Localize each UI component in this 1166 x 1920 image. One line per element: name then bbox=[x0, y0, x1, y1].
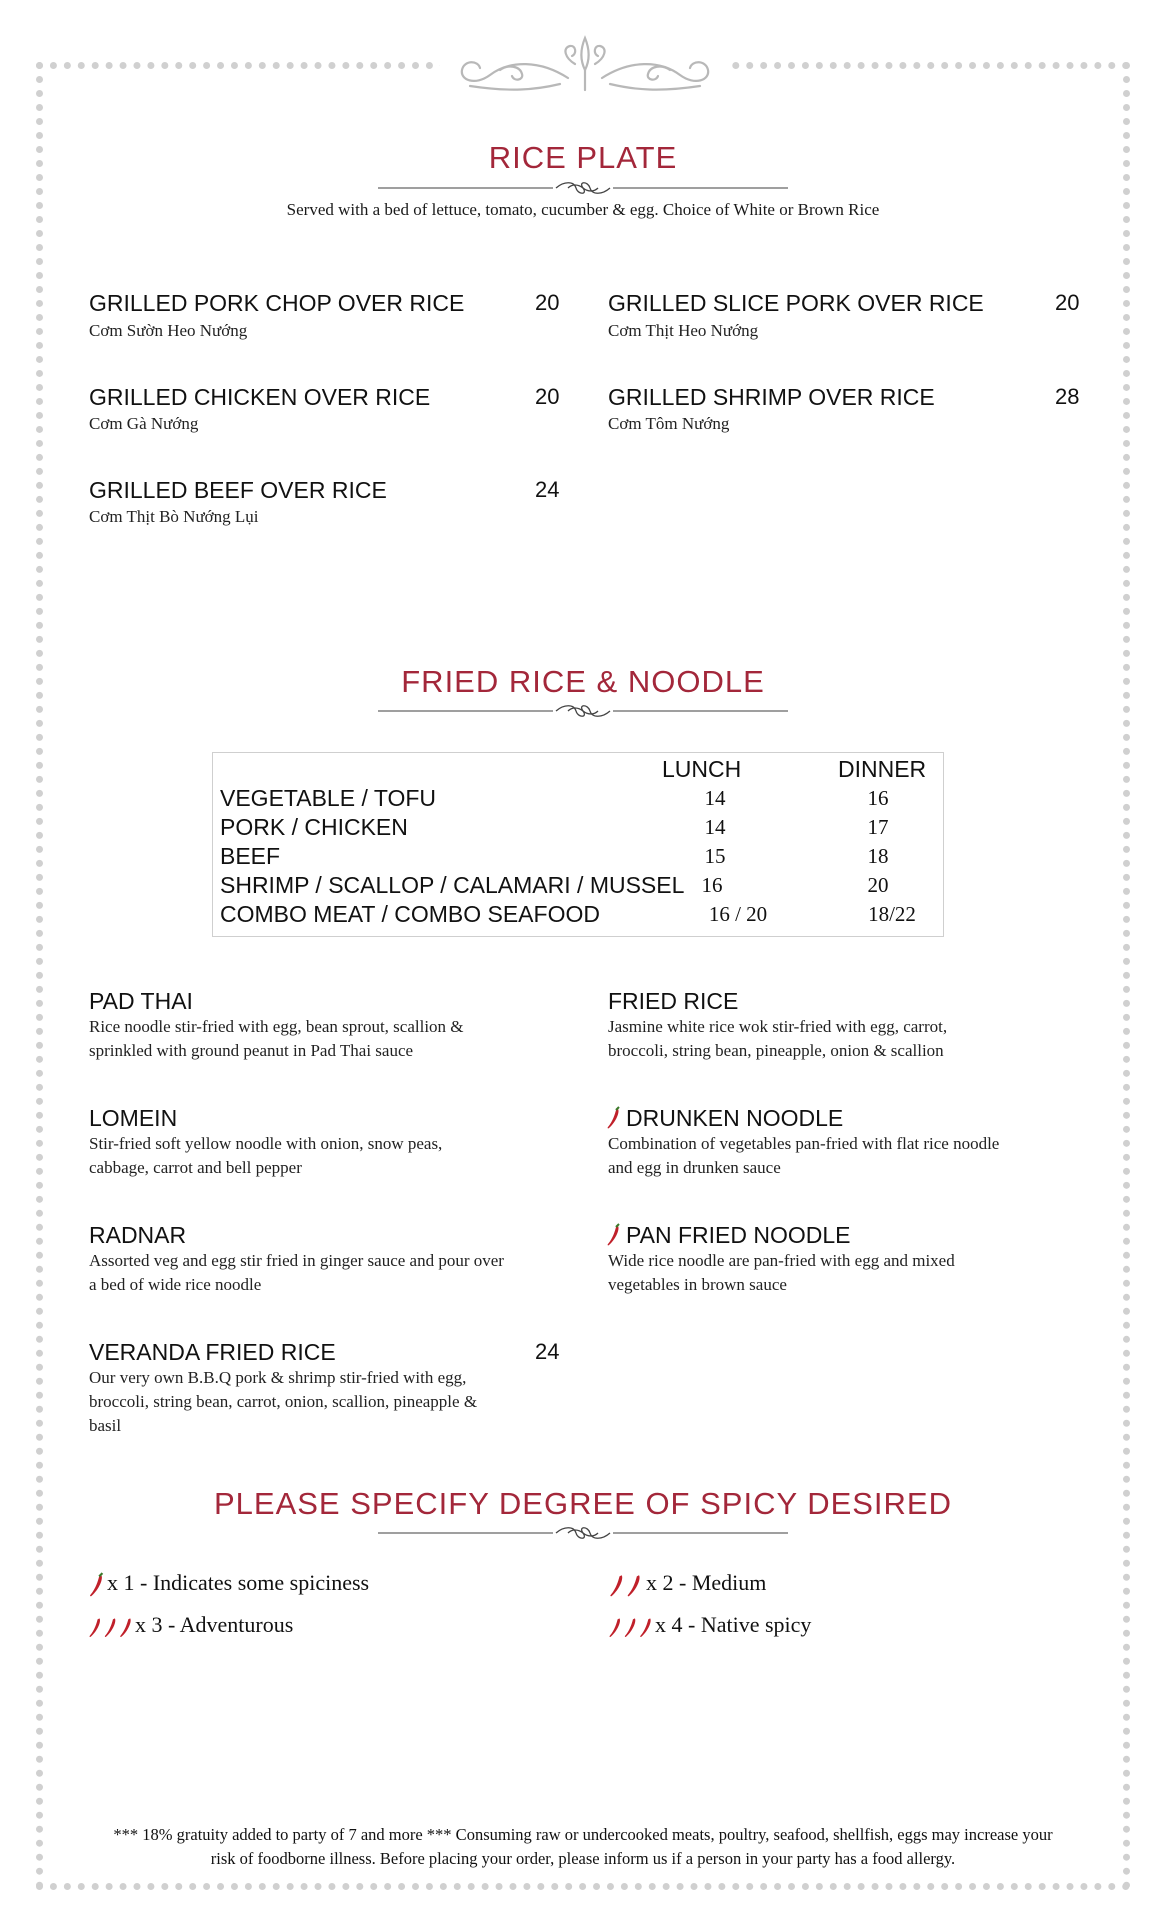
menu-item-name: RADNAR bbox=[89, 1222, 187, 1248]
menu-item-price: 28 bbox=[1055, 384, 1080, 409]
chili-pepper-icon bbox=[88, 1572, 106, 1598]
menu-item-price: 24 bbox=[535, 477, 560, 502]
menu-item-name: PAD THAI bbox=[89, 988, 193, 1014]
price-table-dinner: 18/22 bbox=[868, 902, 916, 926]
menu-item-vietnamese: Cơm Tôm Nướng bbox=[608, 414, 730, 433]
spicy-title: PLEASE SPECIFY DEGREE OF SPICY DESIRED bbox=[213, 1486, 952, 1521]
price-table-lunch: 14 bbox=[704, 815, 726, 839]
menu-item-name: GRILLED SLICE PORK OVER RICE bbox=[608, 290, 984, 316]
menu-item-vietnamese: Cơm Thịt Heo Nướng bbox=[608, 321, 759, 340]
menu-item-vietnamese: Cơm Sườn Heo Nướng bbox=[89, 321, 248, 340]
menu-item-name: LOMEIN bbox=[89, 1105, 178, 1131]
menu-item-description: Rice noodle stir-fried with egg, bean sprout, scallion & sprinkled with ground peanut in Pad Thai sauce bbox=[89, 1017, 464, 1060]
scroll-ornament-icon bbox=[440, 30, 730, 100]
scroll-divider-icon bbox=[378, 181, 788, 195]
price-table-lunch: 16 / 20 bbox=[708, 902, 768, 926]
price-table-header-lunch: LUNCH bbox=[662, 756, 742, 782]
price-table-header-dinner: DINNER bbox=[838, 756, 927, 782]
chili-pepper-icon bbox=[606, 1106, 622, 1130]
scroll-divider-icon bbox=[378, 704, 788, 718]
menu-item-description: Our very own B.B.Q pork & shrimp stir-fried with egg, broccoli, string bean, carrot, onion, scallion, pineapple & basil bbox=[89, 1368, 478, 1435]
price-table-lunch: 14 bbox=[704, 786, 726, 810]
price-table-row-label: COMBO MEAT / COMBO SEAFOOD bbox=[220, 901, 600, 927]
price-table-row-label: BEEF bbox=[220, 843, 281, 869]
menu-item-name: FRIED RICE bbox=[608, 988, 739, 1014]
price-table-lunch: 16 bbox=[701, 873, 723, 897]
price-table-dinner: 18 bbox=[867, 844, 889, 868]
menu-item-description: Assorted veg and egg stir fried in ginger sauce and pour over a bed of wide rice noodle bbox=[89, 1251, 504, 1294]
allergy-footer-note: *** 18% gratuity added to party of 7 and more *** Consuming raw or undercooked meats, poultry, seafood, shellfish, eggs may increase your risk of foodborne illness. Before placing your order, please inform us if a person in your party has a food allergy. bbox=[113, 1825, 1053, 1868]
menu-item-description: Stir-fried soft yellow noodle with onion, snow peas, cabbage, carrot and bell pepper bbox=[89, 1134, 443, 1177]
menu-item-name: GRILLED BEEF OVER RICE bbox=[89, 477, 387, 503]
menu-item-name: GRILLED CHICKEN OVER RICE bbox=[89, 384, 431, 410]
spicy-level-4-label: x 4 - Native spicy bbox=[655, 1612, 812, 1637]
price-table-row-label: PORK / CHICKEN bbox=[220, 814, 408, 840]
chili-pepper-icon bbox=[88, 1614, 134, 1640]
fried-rice-noodle-title: FRIED RICE & NOODLE bbox=[401, 664, 765, 699]
rice-plate-subtitle: Served with a bed of lettuce, tomato, cucumber & egg. Choice of White or Brown Rice bbox=[286, 200, 880, 219]
chili-pepper-icon bbox=[608, 1572, 644, 1598]
menu-item-name: PAN FRIED NOODLE bbox=[626, 1222, 851, 1248]
price-table-dinner: 16 bbox=[867, 786, 889, 810]
menu-item-name: GRILLED PORK CHOP OVER RICE bbox=[89, 290, 465, 316]
menu-item-name: VERANDA FRIED RICE bbox=[89, 1339, 336, 1365]
price-table-dinner: 20 bbox=[867, 873, 889, 897]
menu-item-price: 20 bbox=[1055, 290, 1080, 315]
chili-pepper-icon bbox=[606, 1223, 622, 1247]
price-table-row-label: VEGETABLE / TOFU bbox=[220, 785, 437, 811]
price-table-lunch: 15 bbox=[704, 844, 726, 868]
menu-item-vietnamese: Cơm Gà Nướng bbox=[89, 414, 199, 433]
menu-item-description: Wide rice noodle are pan-fried with egg and mixed vegetables in brown sauce bbox=[608, 1251, 955, 1294]
menu-item-name: GRILLED SHRIMP OVER RICE bbox=[608, 384, 935, 410]
spicy-level-3-label: x 3 - Adventurous bbox=[135, 1612, 294, 1637]
spicy-level-2-label: x 2 - Medium bbox=[646, 1570, 767, 1595]
menu-item-description: Jasmine white rice wok stir-fried with egg, carrot, broccoli, string bean, pineapple, onion & scallion bbox=[608, 1017, 948, 1060]
menu-item-vietnamese: Cơm Thịt Bò Nướng Lụi bbox=[89, 507, 259, 526]
rice-plate-title: RICE PLATE bbox=[488, 140, 678, 175]
menu-item-price: 24 bbox=[535, 1339, 560, 1364]
chili-pepper-icon bbox=[608, 1614, 654, 1640]
menu-item-price: 20 bbox=[535, 290, 560, 315]
menu-item-price: 20 bbox=[535, 384, 560, 409]
price-table-dinner: 17 bbox=[867, 815, 889, 839]
menu-item-name: DRUNKEN NOODLE bbox=[626, 1105, 844, 1131]
spicy-level-1-label: x 1 - Indicates some spiciness bbox=[107, 1570, 370, 1595]
price-table-row-label: SHRIMP / SCALLOP / CALAMARI / MUSSEL bbox=[220, 872, 685, 898]
menu-item-description: Combination of vegetables pan-fried with flat rice noodle and egg in drunken sauce bbox=[608, 1134, 1000, 1177]
scroll-divider-icon bbox=[378, 1526, 788, 1540]
